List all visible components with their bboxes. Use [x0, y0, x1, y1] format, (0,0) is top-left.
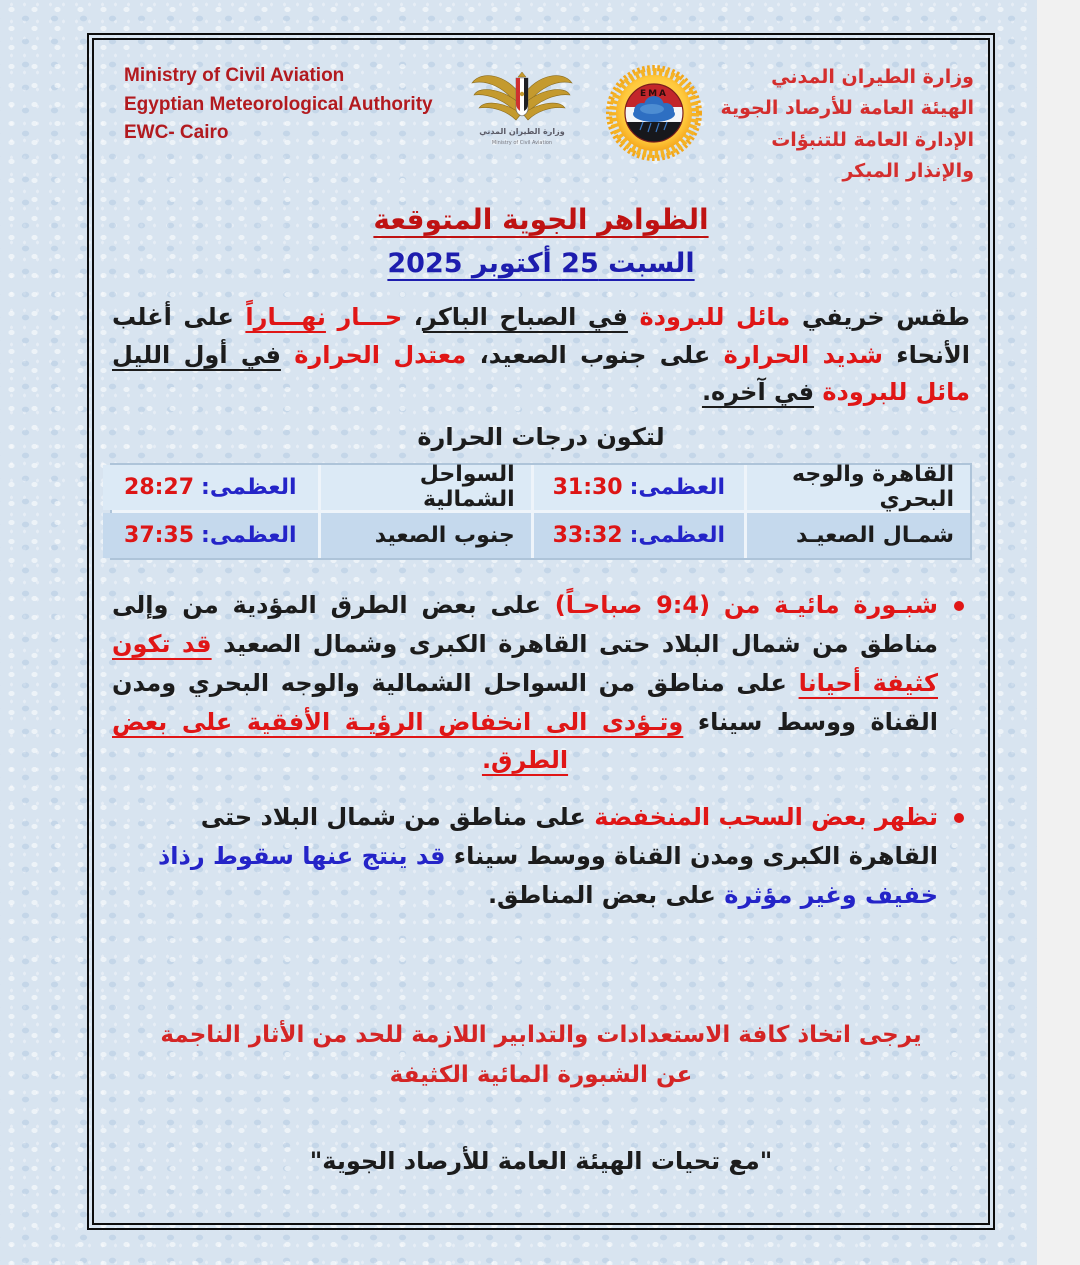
text-segment: طقس خريفي: [790, 303, 970, 332]
bullet-dot-icon: [954, 813, 964, 823]
text-segment: مائل للبرودة: [822, 377, 970, 406]
ministry-caption-arabic: وزارة الطيران المدني: [479, 127, 565, 136]
header: [106, 62, 976, 187]
header-english: [124, 62, 469, 148]
text-segment: شبـورة مائيـة من (9:4 صباحـاً): [554, 590, 938, 619]
text-segment: ،: [402, 303, 423, 332]
max-label: العظمى:: [629, 522, 726, 548]
table-cell-max-temp: [534, 465, 744, 510]
text-segment: على جنوب الصعيد،: [466, 340, 724, 369]
text-segment: في أول الليل: [112, 340, 281, 369]
text-segment: على بعض المناطق.: [487, 881, 725, 910]
max-label: العظمى:: [201, 522, 297, 548]
text-segment: [281, 341, 294, 369]
table-cell-region: القاهرة والوجه البحري: [747, 465, 970, 510]
ema-logo-text: EMA: [639, 89, 669, 99]
list-item-fog: [112, 586, 970, 780]
header-arabic: [703, 62, 974, 187]
forecast-date: السبت 25 أكتوبر 2025: [387, 248, 695, 280]
temp-value: 37:35: [124, 522, 195, 548]
closing-greeting: "مع تحيات الهيئة العامة للأرصاد الجوية": [309, 1147, 773, 1176]
text-segment: على بعض الطرق المؤدية من وإلى مناطق من شمال البلاد حتى القاهرة الكبرى وشمال الصعيد: [112, 590, 938, 658]
page-title: الظواهر الجوية المتوقعة: [373, 203, 709, 237]
temp-value: 33:32: [552, 522, 623, 548]
temp-value: 31:30: [552, 474, 623, 500]
text-segment: [628, 303, 640, 331]
header-arabic-line: الهيئة العامة للأرصاد الجوية: [720, 97, 974, 120]
text-segment: في الصباح الباكر: [422, 303, 628, 332]
egypt-flag-shield-icon: [516, 78, 528, 116]
header-english-line: Egyptian Meteorological Authority: [124, 93, 433, 115]
fog-warning-text: [112, 586, 938, 780]
table-cell-max-temp: [103, 513, 318, 558]
temperatures-table: [110, 463, 972, 560]
text-segment: حـــار: [325, 303, 403, 332]
ministry-caption-english: Ministry of Civil Aviation: [491, 140, 553, 146]
text-segment: تظهر بعض السحب المنخفضة: [594, 803, 938, 832]
scan-margin-strip: [1037, 0, 1080, 1265]
table-cell-region: شمـال الصعيـد: [747, 513, 970, 558]
list-item-low-clouds: [112, 798, 970, 915]
text-segment: معتدل الحرارة: [294, 340, 467, 369]
text-segment: في آخره.: [701, 377, 815, 406]
ministry-of-civil-aviation-logo-icon: [469, 64, 575, 158]
text-segment: قد ينتج عنها سقوط رذاذ خفيف وغير مؤثرة: [157, 842, 938, 910]
text-segment: نهـــاراً: [245, 303, 326, 332]
advisory-message: [106, 1015, 976, 1096]
header-english-line: Ministry of Civil Aviation: [124, 65, 345, 86]
advisory-line: عن الشبورة المائية الكثيفة: [389, 1062, 693, 1089]
document-frame: [87, 33, 995, 1230]
text-segment: قد تكون كثيفة أحيانا: [112, 629, 938, 697]
text-segment: وتـؤدى الى انخفاض الرؤيـة الأفقية على بعض الطرق.: [112, 707, 684, 775]
header-arabic-line: وزارة الطيران المدني: [771, 66, 974, 88]
table-cell-max-temp: [103, 465, 318, 510]
text-segment: شديد الحرارة: [723, 340, 883, 369]
forecast-summary: [112, 299, 970, 411]
table-cell-max-temp: [534, 513, 744, 558]
bullet-dot-icon: [954, 601, 964, 611]
low-clouds-text: [112, 798, 938, 915]
ema-sun-logo-icon: [605, 64, 703, 162]
eagle-crest-icon: [518, 72, 526, 77]
document-frame-inner: [92, 38, 990, 1225]
header-arabic-line: الإدارة العامة للتنبؤات والإنذار المبكر: [771, 128, 974, 183]
text-segment: على أغلب الأنحاء: [112, 303, 970, 369]
advisory-line: يرجى اتخاذ كافة الاستعدادات والتدابير اللازمة للحد من الأثار الناجمة: [160, 1021, 922, 1048]
temperatures-heading: لتكون درجات الحرارة: [417, 422, 665, 451]
table-cell-region: السواحل الشمالية: [321, 465, 531, 510]
max-label: العظمى:: [629, 474, 726, 500]
temp-value: 28:27: [124, 474, 195, 500]
header-logos: [469, 64, 703, 162]
text-segment: مائل للبرودة: [639, 303, 791, 332]
header-english-line: EWC- Cairo: [124, 122, 229, 143]
text-segment: على مناطق من السواحل الشمالية والوجه البحري ومدن القناة ووسط سيناء: [112, 668, 938, 736]
text-segment: على مناطق من شمال البلاد حتى القاهرة الكبرى ومدن القناة ووسط سيناء: [200, 803, 938, 871]
max-label: العظمى:: [201, 474, 297, 500]
phenomena-list: [106, 586, 976, 915]
table-cell-region: جنوب الصعيد: [321, 513, 531, 558]
